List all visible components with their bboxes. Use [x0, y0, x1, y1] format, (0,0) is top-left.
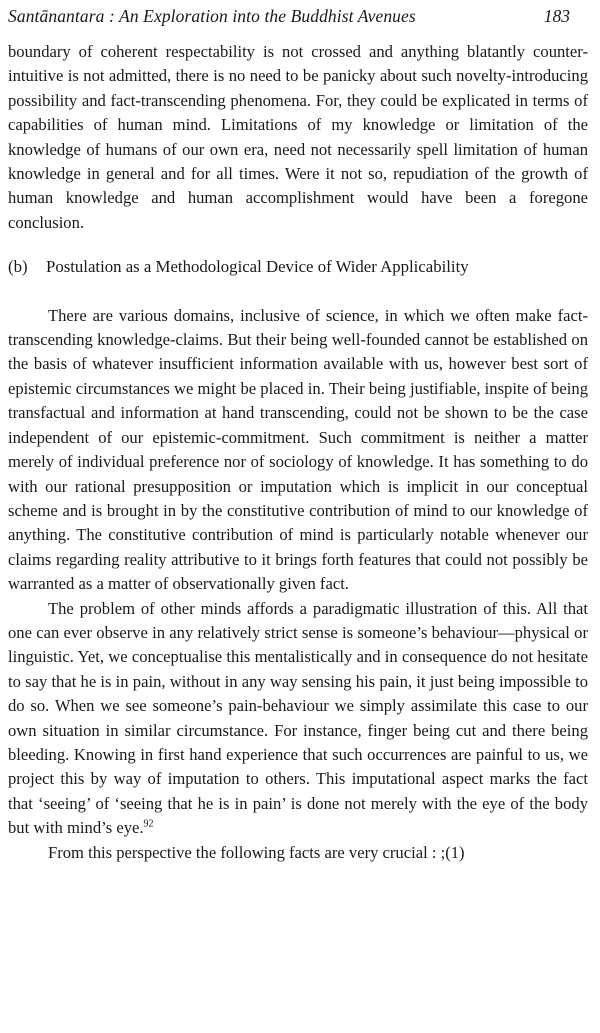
paragraph-perspective: From this perspective the following facts are very crucial : ;(1)	[48, 842, 465, 862]
footnote-reference: 92	[143, 818, 154, 830]
paragraph-other-minds-text: The problem of other minds affords a paradigmatic illustration of this. All that one can ever observe in any relatively strict sense is someone’s behaviour—physical or linguistic. Yet, we conceptualise this mentalistically and in consequence do not hesitate to say that he is in pain, without in any way sensing his pain, it just being impossible to do so. When we see someone’s pain-behaviour we simply assimilate this case to our own situation in similar circumstance. For instance, finger being cut and there being bleeding. Knowing in first hand experience that such occurrences are painful to us, we project this by way of imputation to others. This imputational aspect marks the fact that ‘seeing’ of ‘seeing that he is in pain’ is done not merely with the eye of the body but with mind’s eye.	[8, 598, 588, 838]
section-heading	[8, 255, 588, 279]
section-title: Postulation as a Methodological Device of Wider Applicability	[46, 257, 469, 277]
page-number: 183	[543, 6, 570, 26]
paragraph-other-minds	[8, 597, 588, 841]
body-text	[8, 40, 588, 865]
running-head	[8, 6, 588, 40]
paragraph-domains: There are various domains, inclusive of science, in which we often make fact-transcending knowledge-claims. But their being well-founded cannot be established on the basis of whatever insufficient information available with us, however best sort of epistemic circumstances we might be placed in. Their being justifiable, inspite of being transfactual and information at hand transcending, could not be shown to be the case independent of our epistemic-commitment. Such commitment is neither a matter merely of individual preference nor of sociology of knowledge. It has something to do with our rational presupposition or imputation which is implicit in our conceptual scheme and is brought in by the constitutive contribution of mind to our knowledge of anything. The constitutive contribution of mind is particularly notable whenever our claims regarding reality attributive to it brings forth features that could not possibly be warranted as a matter of observationally given fact.	[8, 305, 588, 594]
paragraph-continuation: boundary of coherent respectability is not crossed and anything blatantly counter-intuitive is not admitted, there is no need to be panicky about such novelty-introducing possibility and fact-transcending phenomena. For, they could be explicated in terms of capabilities of human mind. Limitations of my knowledge or limitation of the knowledge of humans of our own era, need not necessarily spell limitation of human knowledge in general and for all times. Were it not so, repudiation of the growth of human knowledge and human accomplishment would have been a foregone conclusion.	[8, 42, 588, 232]
section-label: (b)	[8, 257, 28, 277]
running-title: Santānantara : An Exploration into the Buddhist Avenues	[8, 6, 416, 26]
